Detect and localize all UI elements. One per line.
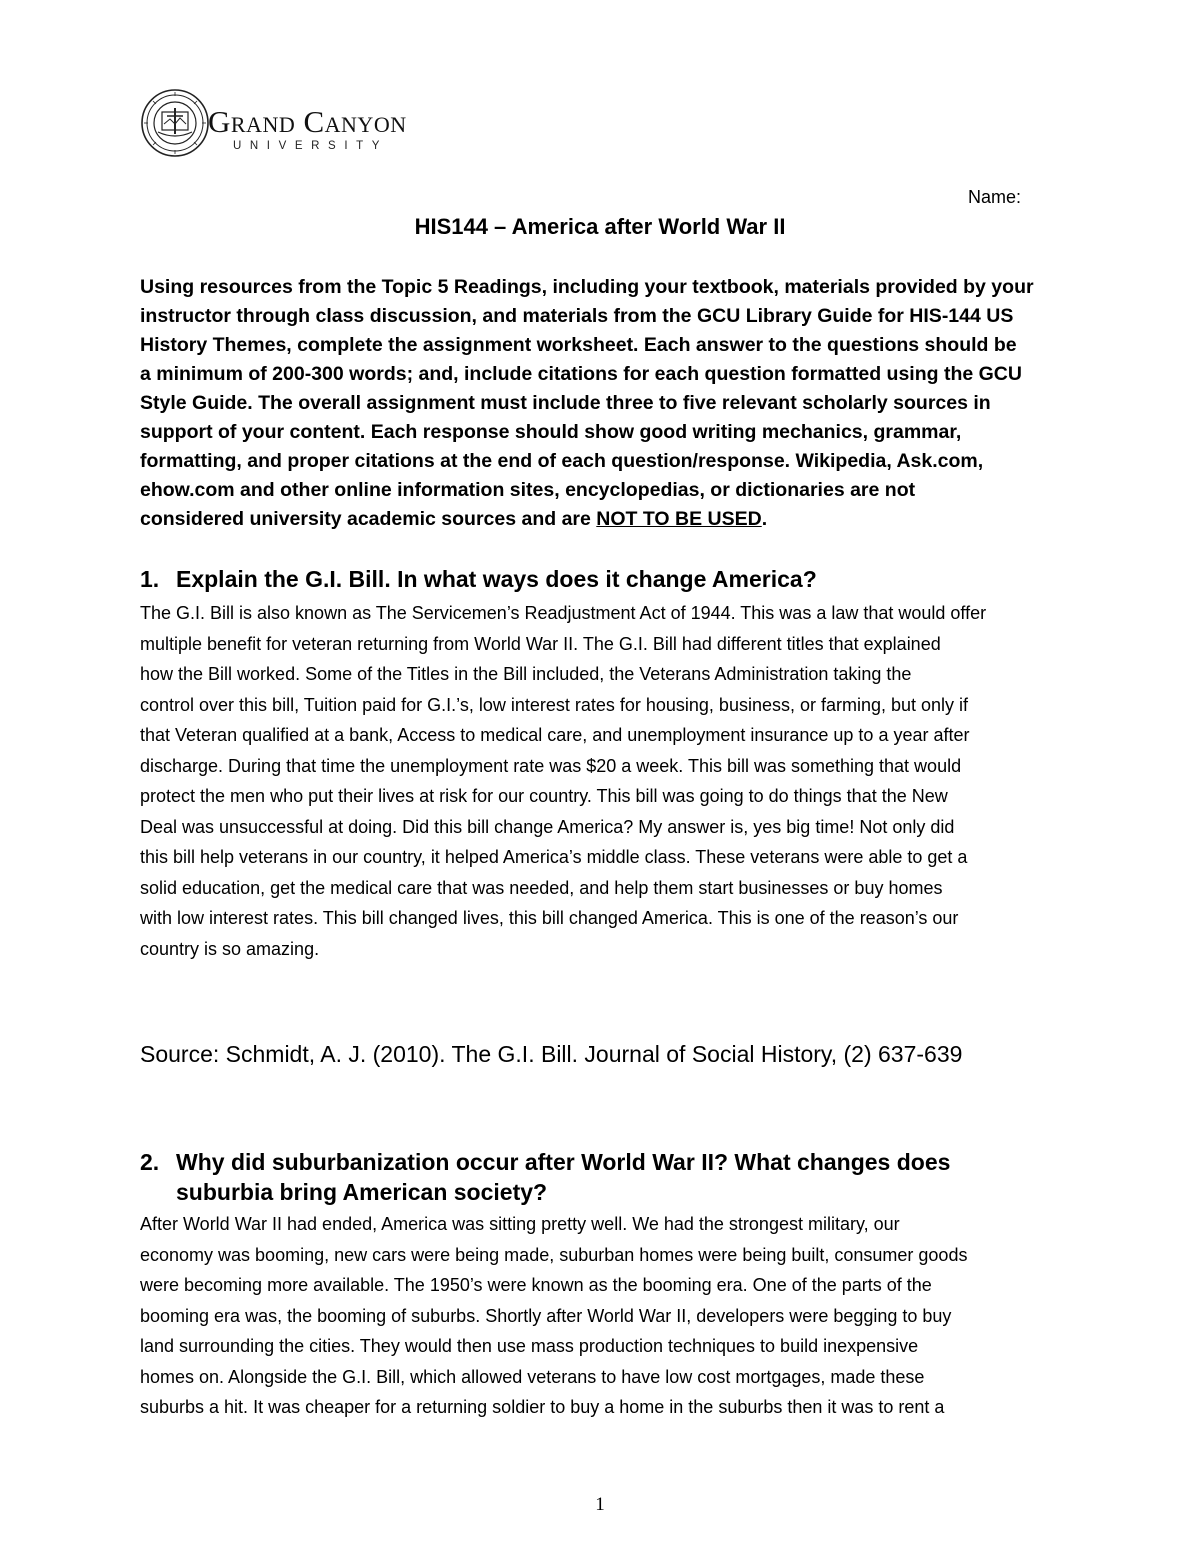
question-text: Why did suburbanization occur after World War II? What changes does suburbia bring American society? [176,1149,951,1205]
instructions-end: . [761,508,768,530]
answer-2: After World War II had ended, America was sitting pretty well. We had the strongest military, our economy was booming, new cars were being made, suburban homes were being built, consumer goods were becoming more available. The 1950’s were known as the booming era. One of the parts of the booming era was, the booming of suburbs. Shortly after World War II, developers were begging to buy land surrounding the cities. They would then use mass production techniques to build inexpensive homes on. Alongside the G.I. Bill, which allowed veterans to have low cost mortgages, made these suburbs a hit. It was cheaper for a returning soldier to buy a home in the suburbs then it was to rent a [140,1214,968,1417]
instructions-emphasis: NOT TO BE USED [596,508,762,530]
logo-wordmark: Grand Canyon [208,104,407,139]
source-citation: Source: Schmidt, A. J. (2010). The G.I. Bill. Journal of Social History, (2) 637-639 [140,1041,963,1067]
instructions-paragraph [140,273,1060,534]
university-logo [140,88,460,160]
question-2 [140,1147,1060,1207]
document-title: HIS144 – America after World War II [414,214,786,239]
question-number: 2. [140,1149,160,1175]
question-1 [140,564,1060,594]
answer-1: The G.I. Bill is also known as The Servicemen’s Readjustment Act of 1944. This was a law that would offer multiple benefit for veteran returning from World War II. The G.I. Bill had different titles that explained how the Bill worked. Some of the Titles in the Bill included, the Veterans Administration taking the control over this bill, Tuition paid for G.I.’s, low interest rates for housing, business, or farming, but only if that Veteran qualified at a bank, Access to medical care, and unemployment insurance up to a year after discharge. During that time the unemployment rate was $20 a week. This bill was something that would protect the men who put their lives at risk for our country. This bill was going to do things that the New Deal was unsuccessful at doing. Did this bill change America? My answer is, yes big time! Not only did this bill help veterans in our country, it helped America’s middle class. These veterans were able to get a solid education, get the medical care that was needed, and help them start businesses or buy homes with low interest rates. This bill changed lives, this bill changed America. This is one of the reason’s our country is so amazing. [140,603,987,959]
instructions-warning: Wikipedia, Ask.com, ehow.com and other online information sites, encyclopedias, or dictionaries are not considered university academic sources and are [140,450,984,530]
instructions-text: Using resources from the Topic 5 Readings, including your textbook, materials provided by your instructor through class discussion, and materials from the GCU Library Guide for HIS-144 US History Themes, complete the assignment worksheet. Each answer to the questions should be a minimum of 200-300 words; and, include citations for each question formatted using the GCU Style Guide. The overall assignment must include three to five relevant scholarly sources in support of your content. Each response should show good writing mechanics, grammar, formatting, and proper citations at the end of each question/response. [140,276,1034,472]
university-seal-icon [140,88,210,158]
question-text: Explain the G.I. Bill. In what ways does it change America? [176,566,817,592]
name-label: Name: [968,187,1022,207]
question-number: 1. [140,566,160,592]
page-number: 1 [595,1494,605,1515]
logo-subtitle: UNIVERSITY [233,140,389,152]
